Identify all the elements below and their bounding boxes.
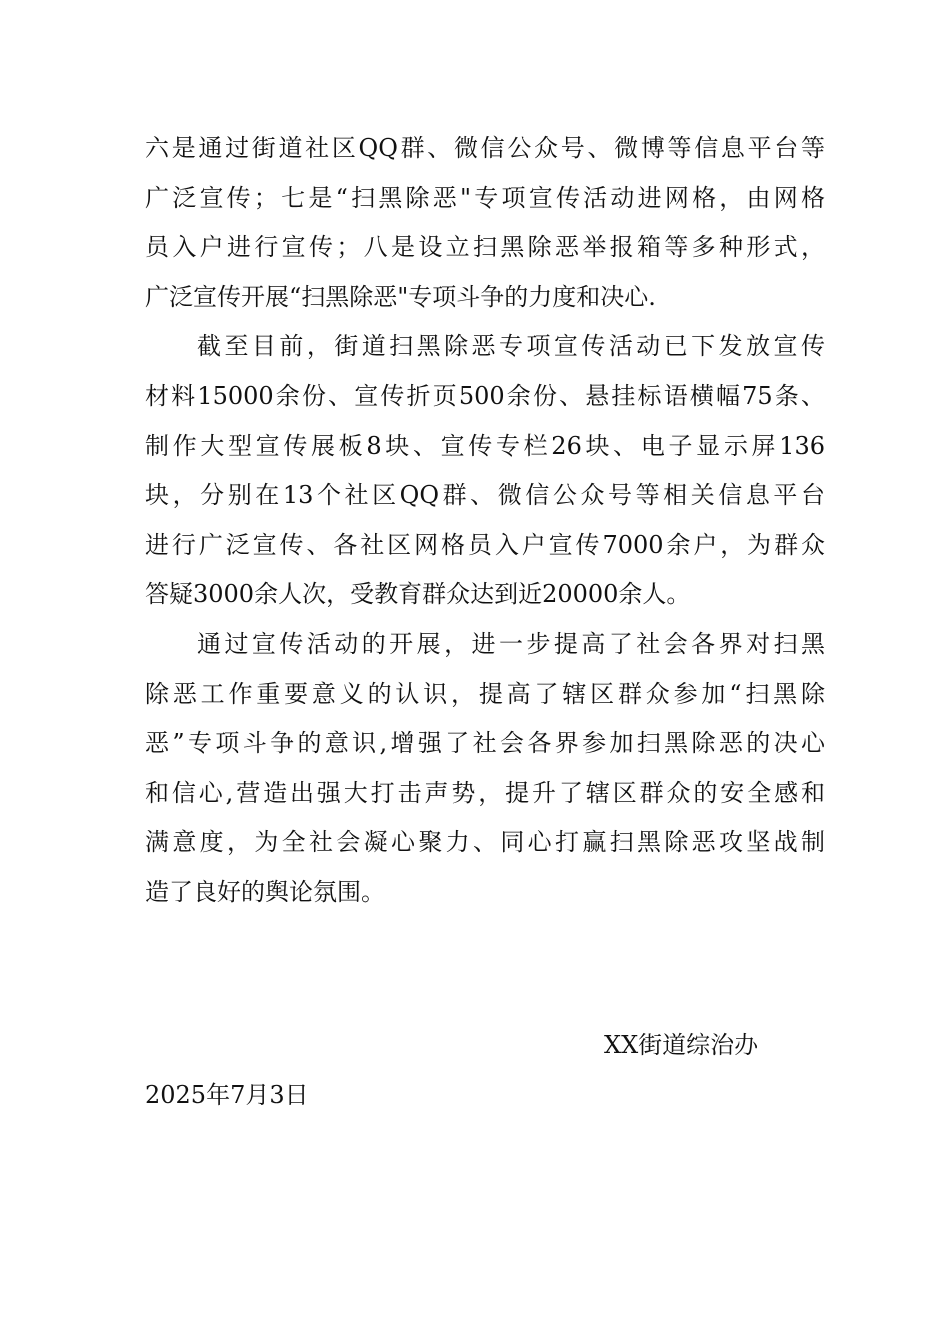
paragraph-line: 通过宣传活动的开展，进一步提高了社会各界对扫黑 [197, 629, 825, 658]
paragraph-line: 造了良好的舆论氛围。 [145, 877, 385, 906]
paragraph-1 [145, 124, 825, 322]
paragraph-line: 广泛宣传开展“扫黑除恶"专项斗争的力度和决心. [145, 282, 656, 311]
paragraph-line: 材料15000余份、宣传折页500余份、悬挂标语横幅75条、 [145, 381, 825, 410]
document-body [145, 124, 825, 918]
document-date: 2025年7月3日 [145, 1081, 309, 1109]
paragraph-line: 进行广泛宣传、各社区网格员入户宣传7000余户，为群众 [145, 530, 825, 559]
paragraph-line: 满意度，为全社会凝心聚力、同心打赢扫黑除恶攻坚战制 [145, 828, 825, 857]
signature-org: XX街道综治办 [604, 1031, 759, 1059]
paragraph-3 [145, 620, 825, 918]
paragraph-line: 恶”专项斗争的意识,增强了社会各界参加扫黑除恶的决心 [145, 729, 825, 758]
paragraph-line: 员入户进行宣传；八是设立扫黑除恶举报箱等多种形式， [145, 233, 825, 262]
paragraph-2 [145, 322, 825, 620]
paragraph-line: 除恶工作重要意义的认识，提高了辖区群众参加“扫黑除 [145, 679, 825, 708]
paragraph-line: 答疑3000余人次，受教育群众达到近20000余人。 [145, 580, 691, 609]
paragraph-line: 截至目前，街道扫黑除恶专项宣传活动已下发放宣传 [197, 332, 825, 361]
paragraph-line: 块，分别在13个社区QQ群、微信公众号等相关信息平台 [145, 481, 825, 510]
paragraph-line: 和信心,营造出强大打击声势，提升了辖区群众的安全感和 [145, 778, 825, 807]
paragraph-line: 广泛宣传；七是“扫黑除恶"专项宣传活动进网格，由网格 [145, 183, 825, 212]
paragraph-line: 制作大型宣传展板8块、宣传专栏26块、电子显示屏136 [145, 431, 825, 460]
paragraph-line: 六是通过街道社区QQ群、微信公众号、微博等信息平台等 [145, 134, 825, 162]
